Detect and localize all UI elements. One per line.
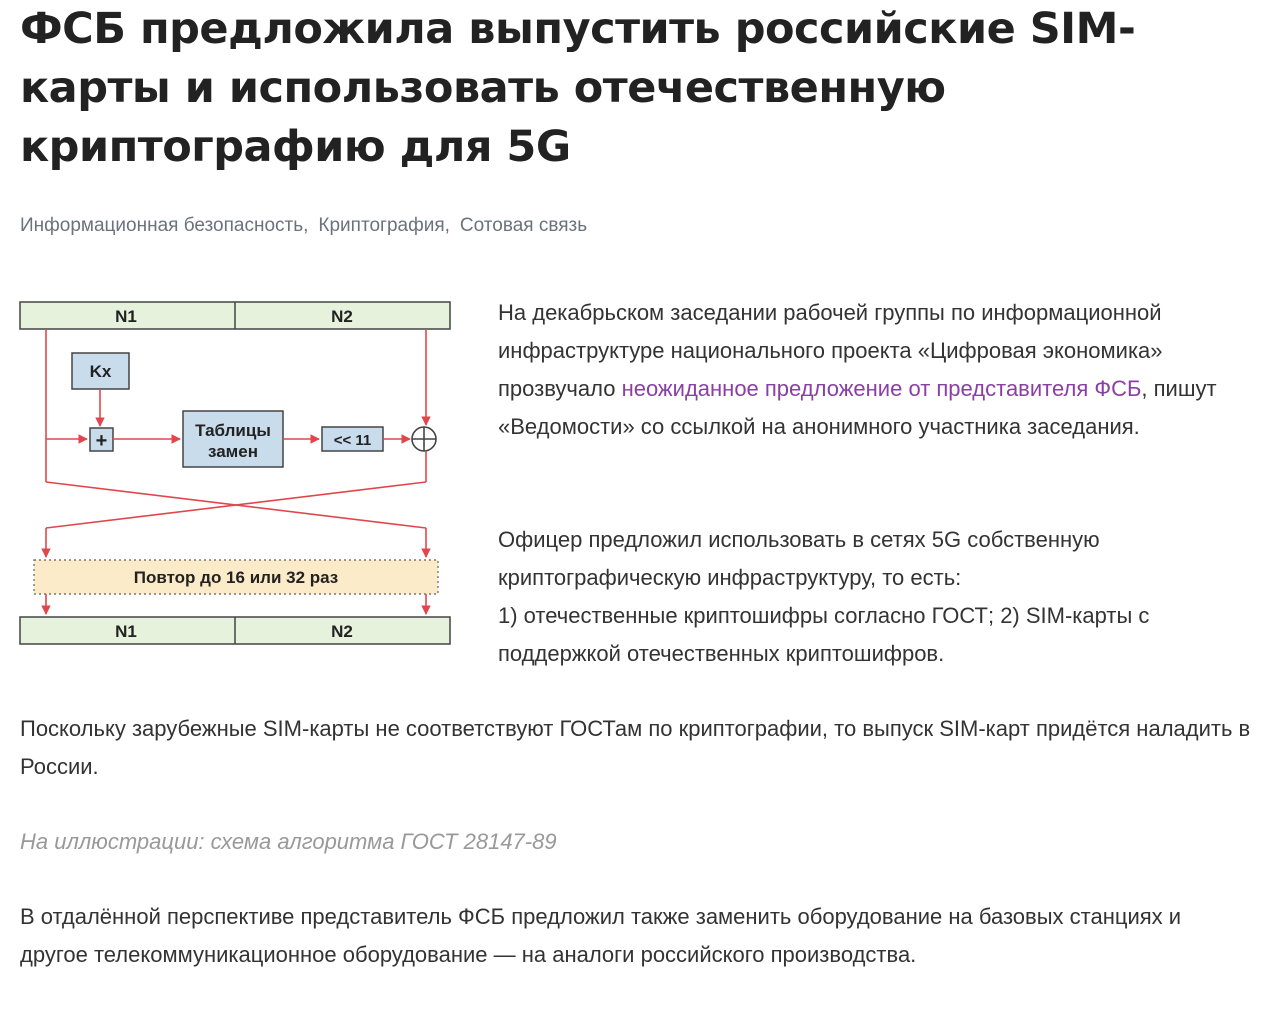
article-title: ФСБ предложила выпустить российские SIM-карты и использовать отечественную криптографию для 5G [20, 4, 1136, 172]
shift-label: << 11 [333, 432, 372, 449]
hub-link-infosec[interactable]: Информационная безопасность [20, 215, 304, 236]
paragraph-officer-list: 1) отечественные криптошифры согласно ГОСТ; 2) SIM-карты с поддержкой отечественных криптошифров. [498, 603, 1150, 666]
key-label: Kx [89, 362, 112, 381]
fsb-proposal-link[interactable]: неожиданное предложение от представителя ФСБ [621, 376, 1142, 401]
hub-link-crypto[interactable]: Криптография [318, 215, 445, 236]
register-top-n1: N1 [115, 307, 137, 326]
repeat-label: Повтор до 16 или 32 раз [133, 568, 339, 587]
paragraph-officer [498, 521, 1260, 673]
paragraph-intro-text: На декабрьском заседании рабочей группы по информационной инфраструктуре национального проекта «Цифровая экономика» прозвучало [498, 300, 1163, 401]
register-bottom-n1: N1 [115, 622, 137, 641]
register-bottom-n2: N2 [331, 622, 353, 641]
illustration-caption: На иллюстрации: схема алгоритма ГОСТ 28147-89 [20, 829, 557, 854]
diagram-svg [18, 298, 454, 650]
paragraph-equipment: В отдалённой перспективе представитель ФСБ предложил также заменить оборудование на базовых станциях и другое телекоммуникационное оборудование — на аналоги российского производства. [20, 904, 1182, 967]
substitution-table-line1: Таблицы [195, 421, 271, 440]
paragraph-intro-text-end: , пишут «Ведомости» со ссылкой на анонимного участника заседания. [498, 376, 1217, 439]
paragraph-sim: Поскольку зарубежные SIM-карты не соответствуют ГОСТам по криптографии, то выпуск SIM-карт придётся наладить в России. [20, 716, 1251, 779]
paragraph-officer-line: Офицер предложил использовать в сетях 5G собственную криптографическую инфраструктуру, то есть: [498, 527, 1100, 590]
substitution-table-line2: замен [208, 442, 258, 461]
hub-list [20, 212, 587, 240]
register-top-n2: N2 [331, 307, 353, 326]
adder-symbol: + [95, 430, 108, 452]
hub-link-cellular[interactable]: Сотовая связь [459, 215, 588, 236]
hub-separator: , [303, 215, 309, 236]
hub-separator: , [444, 215, 450, 236]
gost-algorithm-diagram [18, 298, 454, 650]
paragraph-intro [498, 294, 1260, 446]
